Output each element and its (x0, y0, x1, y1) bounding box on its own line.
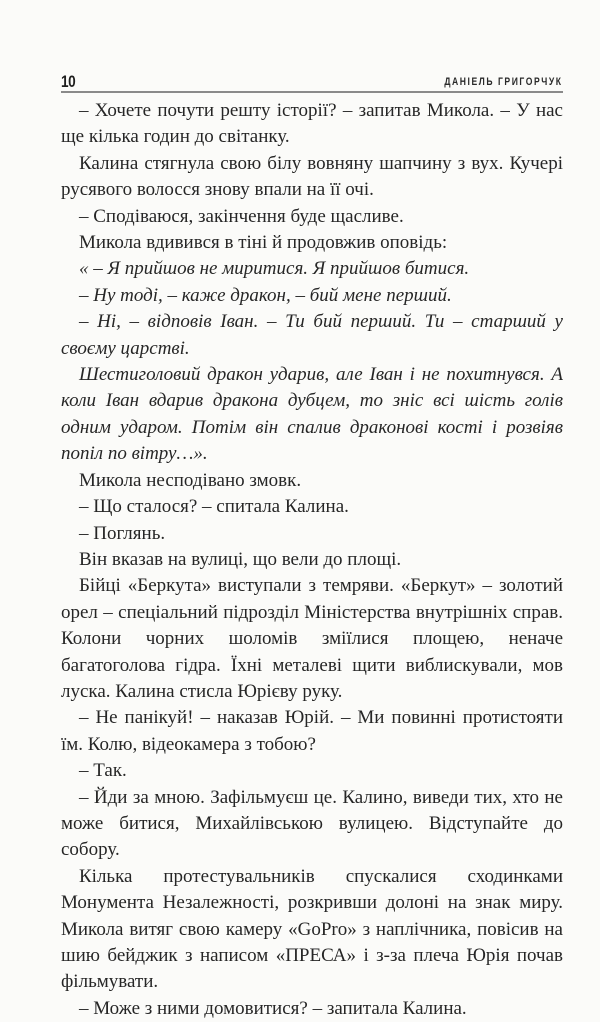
paragraph: – Може з ними домовитися? – запитала Калина. (79, 997, 467, 1019)
running-header (61, 66, 563, 90)
italic-paragraph: « – Я прийшов не миритися. Я прийшов битися. (79, 258, 470, 280)
body-text (61, 98, 563, 1022)
paragraph: Микола несподівано змовк. (79, 469, 302, 491)
paragraph: – Хочете почути решту історії? – запитав Микола. – У нас ще кілька годин до світанку. (61, 100, 563, 148)
paragraph: – Так. (79, 760, 127, 782)
author-name: ДАНІЕЛЬ ГРИГОРЧУК (444, 76, 563, 88)
paragraph: – Що сталося? – спитала Калина. (79, 496, 349, 518)
paragraph: Він вказав на вулиці, що вели до площі. (79, 548, 402, 570)
paragraph: – Не панікуй! – наказав Юрій. – Ми повинні протистояти їм. Колю, відеокамера з тобою? (61, 707, 563, 755)
paragraph: – Поглянь. (79, 522, 166, 544)
page-number: 10 (61, 72, 76, 91)
paragraph: – Йди за мною. Зафільмуєш це. Калино, виведи тих, хто не може битися, Михайлівською вулицею. Відступайте до собору. (61, 786, 563, 861)
italic-paragraph: Шестиголовий дракон ударив, але Іван і не похитнувся. А коли Іван вдарив дракона дубцем, то зніс всі шість голів одним ударом. Потім він спалив драконові кості і розвіяв попіл по вітру…». (61, 364, 563, 465)
header-divider (61, 91, 563, 93)
paragraph: Калина стягнула свою білу вовняну шапчину з вух. Кучері русявого волосся знову впали на її очі. (61, 152, 563, 201)
paragraph: Микола вдивився в тіні й продовжив оповідь: (79, 232, 448, 254)
italic-paragraph: – Ну тоді, – каже дракон, – бий мене перший. (79, 284, 452, 306)
paragraph: Кілька протестувальників спускалися сходинками Монумента Незалежності, розкривши долоні на знак миру. Микола витяг свою камеру «GoPro» з наплічника, повісив на шию бейджик з написом «ПРЕСА» і з-за плеча Юрія почав фільмувати. (61, 865, 563, 993)
italic-paragraph: – Ні, – відповів Іван. – Ти бий перший. Ти – старший у своєму царстві. (61, 311, 563, 359)
paragraph: Бійці «Беркута» виступали з темряви. «Беркут» – золотий орел – спеціальний підрозділ Міністерства внутрішніх справ. Колони чорних шоломів зміїлися площею, неначе багатоголова гідра. Їхні металеві щити виблискували, мов луска. Калина стисла Юрієву руку. (61, 575, 563, 702)
paragraph: – Сподіваюся, закінчення буде щасливе. (79, 205, 404, 227)
